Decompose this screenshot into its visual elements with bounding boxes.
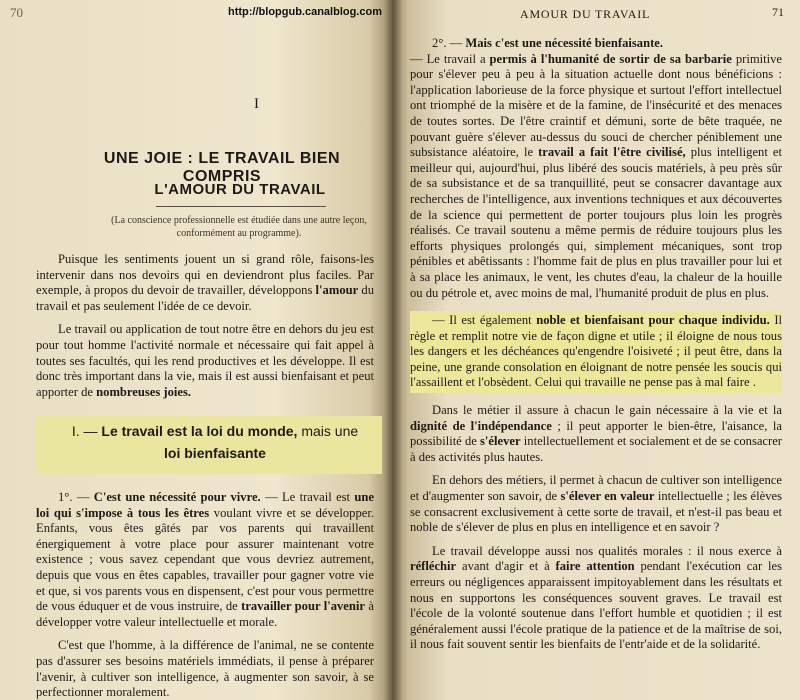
paragraph: Le travail ou application de tout notre être en dehors du jeu est pour tout homme l'activité normale et nécessaire qui fait appel à toutes ses facultés, qui les rend productives et les développe. Il est donc très important dans la vie, mais il est aussi bienfaisant et peut apporter de nombreuses joies. bbox=[36, 322, 374, 399]
book-gutter bbox=[384, 0, 402, 700]
running-head: AMOUR DU TRAVAIL bbox=[520, 7, 651, 21]
section-heading: I. — Le travail est la loi du monde, mais une loi bienfaisante bbox=[71, 423, 359, 461]
right-page-number: 71 bbox=[772, 5, 784, 19]
paragraph: 1°. — C'est une nécessité pour vivre. — Le travail est une loi qui s'impose à tous les êtres voulant vivre et se développer. Enfants, vous êtes gâtés par vos parents qui travaillent énergiquement à votre place pour assurer maintenant votre existence ; vous savez cependant que vous devriez autrement, depuis que vous en êtes capables, travailler pour gagner votre vie et que, si vos parents vous en dispensent, c'est pour vous permettre de vous éduquer et de vous instruire, de travailler pour l'avenir à développer votre valeur intellectuelle et morale. bbox=[36, 490, 375, 629]
editorial-note: (La conscience professionnelle est étudiée dans une autre leçon, conformément au programme). bbox=[111, 215, 367, 239]
title-rule bbox=[156, 206, 326, 207]
watermark-url: http://blopgub.canalblog.com bbox=[228, 6, 382, 18]
right-text-block bbox=[410, 36, 782, 653]
left-page bbox=[0, 0, 392, 700]
paragraph: C'est que l'homme, à la différence de l'animal, ne se contente pas d'assurer ses besoins matériels immédiats, il pense à préparer l'avenir, à cultiver son intelligence, à augmenter son savoir, à se perfectionner moralement. bbox=[36, 638, 374, 700]
section-paragraphs bbox=[36, 490, 374, 700]
chapter-subtitle: L'AMOUR DU TRAVAIL bbox=[154, 181, 326, 198]
chapter-numeral: I bbox=[254, 96, 259, 112]
intro-paragraphs bbox=[36, 252, 374, 400]
paragraph: En dehors des métiers, il permet à chacun de cultiver son intelligence et d'augmenter son savoir, de s'élever en valeur intellectuelle ; les élèves se consacrent exclusivement à cette sorte de travail, et n'est-il pas beau et noble de s'élever de plus en plus en intelligence et en savoir ? bbox=[410, 473, 782, 535]
chapter-title: UNE JOIE : LE TRAVAIL BIEN COMPRIS bbox=[103, 150, 341, 185]
paragraph: 2°. — Mais c'est une nécessité bienfaisante. — Le travail a permis à l'humanité de sortir de sa barbarie primitive pour s'élever peu à peu à la situation actuelle dont nous bénéficions : l'application laborieuse de la force physique et surtout l'effort intellectuel ont triomphé de la misère et de la famine, de l'insécurité et des menaces de toutes sortes. De l'être craintif et démuni, sorte de bête traquée, ne pouvant guère s'élever au-dessus du souci de chercher péniblement une subsistance aléatoire, le travail a fait l'être civilisé, plus intelligent et meilleur qui, aujourd'hui, plus libéré des soucis matériels, à peu près sûr de sa subsistance et de sa tranquillité, peut se consacrer davantage aux recherches de l'intelligence, aux inventions techniques et aux découvertes de la science qui permettent de porter toujours plus loin les progrès réalisés. Ce travail soutenu a même permis de réduire toujours plus les efforts physiques prolongés qui, simplement mécaniques, sont trop pénibles et abêtissants : l'homme fait de plus en plus travailler pour lui et à sa place les animaux, le vent, les chutes d'eau, la chaleur de la houille ou du pétrole et, avec moins de mal, l'humanité produit de plus en plus. bbox=[410, 36, 782, 300]
highlighted-paragraph: — Il est également noble et bienfaisant pour chaque individu. Il règle et remplit notre vie de façon digne et utile ; il éloigne de nous tous les dangers et les déchéances qu'engendre l'oisiveté ; il peut être, dans la peine, une grande consolation en éloignant de notre pensée les soucis qui l'assaillent et l'obsèdent. Celui qui travaille ne pense pas à mal faire . bbox=[410, 311, 782, 393]
paragraph: Dans le métier il assure à chacun le gain nécessaire à la vie et la dignité de l'indépendance ; il peut apporter le bien-être, l'aisance, la possibilité de s'élever intellectuellement et socialement et de se consacrer à des activités plus hautes. bbox=[410, 403, 783, 464]
paragraph: Le travail développe aussi nos qualités morales : il nous exerce à réfléchir avant d'agir et à faire attention pendant l'exécution car les erreurs ou négligences apparaissent impitoyablement dans les résultats et nous en supportons les conséquences souvent graves. Le travail est l'école de la volonté soutenue dans l'effort humble et quotidien ; il est généralement aussi l'école pratique de la patience et de la maîtrise de soi, il nous fait souvent sentir les bienfaits de l'entr'aide et de la solidarité. bbox=[410, 543, 783, 652]
left-page-number: 70 bbox=[10, 5, 23, 20]
paragraph: Puisque les sentiments jouent un si grand rôle, faisons-les intervenir dans nos devoirs qui en deviendront plus faciles. Par exemple, à propos du devoir de travailler, développons l'amour du travail et pas seulement l'idée de ce devoir. bbox=[36, 252, 374, 313]
right-page bbox=[392, 0, 800, 700]
